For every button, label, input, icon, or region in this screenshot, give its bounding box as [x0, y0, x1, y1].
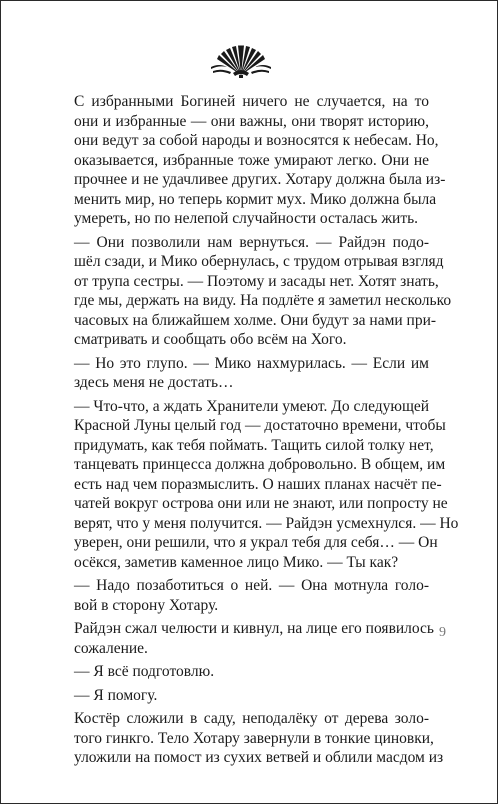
text-line: есть над чем поразмыслить. О наших планах насчёт пе-	[74, 475, 442, 493]
text-line: — Я помогу.	[74, 686, 158, 704]
text-line: — Но это глупо. — Мико нахмурилась. — Если им	[74, 354, 429, 372]
text-line: где мы, держать на виду. На подлёте я заметил несколько	[74, 292, 452, 309]
text-line: менить мир, но теперь кормит мух. Мико должна была	[74, 190, 437, 208]
paragraph	[74, 662, 429, 682]
text-line: уверен, они решили, что я украл тебя для себя… — Он	[74, 534, 438, 551]
text-line: — Надо позаботиться о ней. — Она мотнула голо-	[74, 577, 429, 594]
text-line: чатей вокруг острова они или не знают, или попросту не	[74, 495, 448, 512]
text-line: от трупа сестры. — Поэтому и засады нет. Хотят знать,	[74, 272, 439, 290]
paragraph	[74, 92, 446, 229]
text-line: уложили на помост из сухих ветвей и облили масдом из	[74, 749, 444, 766]
paragraph	[74, 397, 459, 573]
text-line: здесь меня не достать…	[74, 374, 234, 391]
text-line: — Что-что, а ждать Хранители умеют. До следующей	[74, 397, 430, 415]
text-line: — Я всё подготовлю.	[74, 663, 215, 680]
text-line: шёл сзади, и Мико обернулась, с трудом отрывая взгляд	[74, 253, 444, 270]
paragraph	[74, 576, 429, 615]
text-line: умереть, но по нелепой случайности осталась жить.	[74, 210, 419, 227]
paragraph	[74, 709, 444, 768]
text-line: верят, что у меня получится. — Райдэн усмехнулся. — Но	[74, 514, 459, 532]
text-line: танцевать принцесса должна добровольно. В общем, им	[74, 456, 446, 473]
text-line: они ведут за собой народы и возносятся к небесам. Но,	[74, 132, 439, 149]
paragraph	[74, 233, 452, 350]
text-line: Райдэн сжал челюсти и кивнул, на лице его появилось	[74, 620, 434, 637]
text-line: сожаление.	[74, 639, 148, 657]
text-line: Красной Луны целый год — достаточно времени, чтобы	[74, 417, 446, 434]
text-line: оказывается, избранные тоже умирают легко. Они не	[74, 151, 429, 169]
body-text	[74, 92, 459, 772]
text-line: часовых на ближайшем холме. Они будут за нами при-	[74, 311, 437, 329]
text-line: — Они позволили нам вернуться. — Райдэн подо-	[74, 233, 429, 251]
text-line: сматривать и сообщать обо всём на Хого.	[74, 331, 347, 348]
fan-ornament-icon	[209, 45, 273, 79]
text-line: Костёр сложили в саду, неподалёку от дерева золо-	[74, 710, 429, 727]
paragraph	[74, 619, 434, 658]
text-line: они и избранные — они важны, они творят историю,	[74, 112, 429, 130]
text-line: вой в сторону Хотару.	[74, 596, 219, 614]
paragraph	[74, 354, 429, 393]
text-line: того гинкго. Тело Хотару завернули в тонкие циновки,	[74, 729, 434, 747]
text-line: С избранными Богиней ничего не случается, на то	[74, 93, 429, 110]
paragraph	[74, 686, 429, 706]
text-line: осёкся, заметив каменное лицо Мико. — Ты как?	[74, 553, 399, 571]
text-line: прочнее и не удачливее других. Хотару должна была из-	[74, 171, 446, 188]
text-line: придумать, как тебя поймать. Тащить силой толку нет,	[74, 436, 434, 454]
page-number: 9	[439, 625, 446, 640]
